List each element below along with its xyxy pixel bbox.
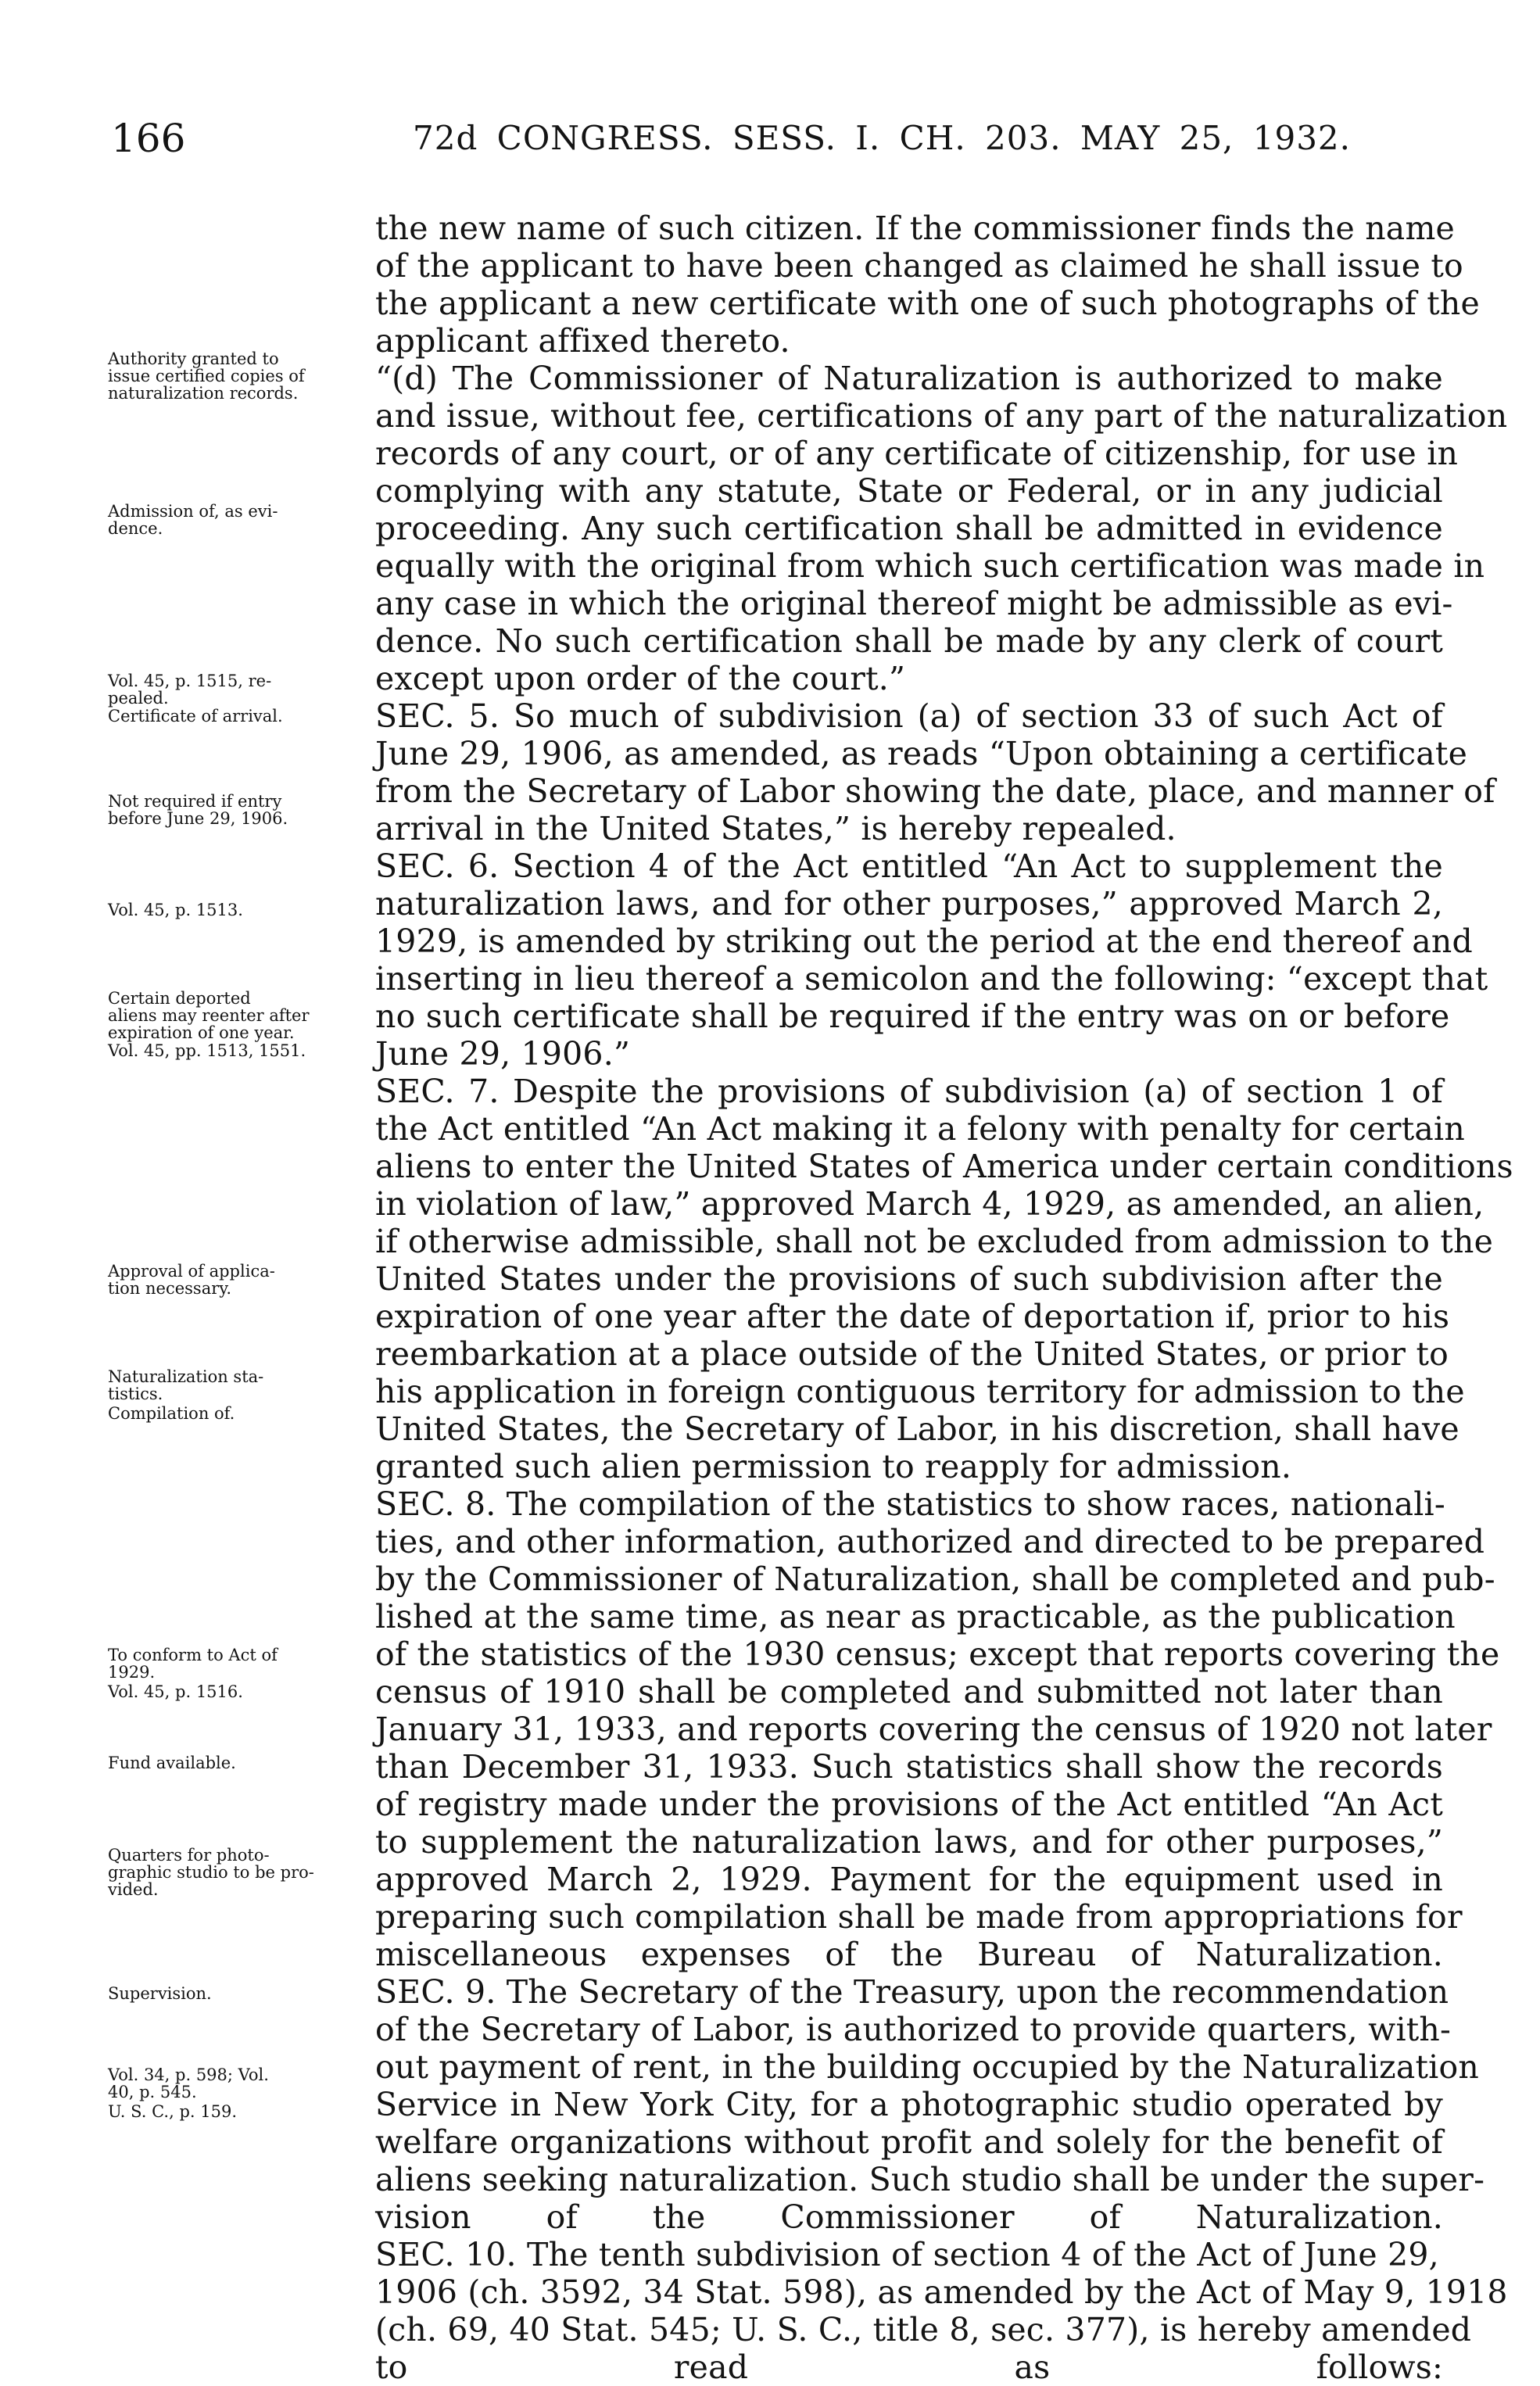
margin-note-line: To conform to Act of bbox=[108, 1646, 278, 1664]
body-text-line: than December 31, 1933. Such statistics shall show the records bbox=[375, 1748, 1443, 1786]
margin-note bbox=[108, 1646, 356, 1681]
margin-note-line: 1929. bbox=[108, 1663, 156, 1682]
body-text-line: January 31, 1933, and reports covering the census of 1920 not later bbox=[375, 1711, 1492, 1748]
body-text-line: of the applicant to have been changed as claimed he shall issue to bbox=[375, 247, 1463, 285]
body-text-line: 1906 (ch. 3592, 34 Stat. 598), as amended by the Act of May 9, 1918 bbox=[375, 2273, 1508, 2311]
margin-note-line: Supervision. bbox=[108, 1984, 212, 2003]
body-text-line: aliens seeking naturalization. Such studio shall be under the super- bbox=[375, 2161, 1485, 2198]
body-text-line: his application in foreign contiguous territory for admission to the bbox=[375, 1373, 1465, 1410]
margin-note-line: Certain deported bbox=[108, 989, 251, 1008]
margin-note-line: vided. bbox=[108, 1880, 159, 1899]
margin-note bbox=[108, 503, 356, 537]
body-text-line: from the Secretary of Labor showing the date, place, and manner of bbox=[375, 772, 1495, 810]
margin-note-line: graphic studio to be pro- bbox=[108, 1863, 314, 1882]
body-text-line: of the statistics of the 1930 census; except that reports covering the bbox=[375, 1635, 1500, 1673]
margin-note bbox=[108, 1847, 356, 1898]
margin-note-line: Vol. 45, pp. 1513, 1551. bbox=[108, 1041, 306, 1060]
margin-note-line: naturalization records. bbox=[108, 384, 299, 403]
body-text-line: by the Commissioner of Naturalization, shall be completed and pub- bbox=[375, 1560, 1495, 1598]
margin-note bbox=[108, 672, 356, 707]
margin-note bbox=[108, 793, 356, 827]
margin-note-line: Quarters for photo- bbox=[108, 1846, 270, 1865]
page-header bbox=[0, 116, 1540, 178]
margin-note bbox=[108, 1683, 356, 1700]
margin-note-line: Vol. 45, p. 1513. bbox=[108, 901, 243, 919]
body-text-line: SEC. 10. The tenth subdivision of section 4 of the Act of June 29, bbox=[375, 2236, 1439, 2273]
margin-note-line: expiration of one year. bbox=[108, 1023, 295, 1042]
body-text-line: naturalization laws, and for other purposes,” approved March 2, bbox=[375, 885, 1443, 923]
body-text-line: if otherwise admissible, shall not be excluded from admission to the bbox=[375, 1223, 1494, 1260]
body-text-line: reembarkation at a place outside of the United States, or prior to bbox=[375, 1335, 1449, 1373]
body-text-line: no such certificate shall be required if the entry was on or before bbox=[375, 998, 1450, 1035]
body-text-line: except upon order of the court.” bbox=[375, 660, 906, 697]
body-text-line: complying with any statute, State or Federal, or in any judicial bbox=[375, 472, 1443, 510]
body-text-line: applicant affixed thereto. bbox=[375, 322, 790, 360]
body-text-line: in violation of law,” approved March 4, 1929, as amended, an alien, bbox=[375, 1185, 1484, 1223]
margin-note-line: aliens may reenter after bbox=[108, 1006, 310, 1025]
body-text-line: records of any court, or of any certificate of citizenship, for use in bbox=[375, 435, 1459, 472]
body-text-line: to supplement the naturalization laws, and for other purposes,” bbox=[375, 1823, 1443, 1861]
body-text-line: out payment of rent, in the building occupied by the Naturalization bbox=[375, 2048, 1479, 2086]
margin-note bbox=[108, 350, 356, 402]
body-text-line: dence. No such certification shall be made by any clerk of court bbox=[375, 622, 1443, 660]
body-text-line: proceeding. Any such certification shall be admitted in evidence bbox=[375, 510, 1443, 547]
margin-note-line: issue certified copies of bbox=[108, 367, 305, 385]
margin-note-line: Not required if entry bbox=[108, 792, 282, 811]
margin-note bbox=[108, 708, 356, 725]
margin-note-line: Vol. 34, p. 598; Vol. bbox=[108, 2065, 269, 2084]
body-text-line: the new name of such citizen. If the commissioner finds the name bbox=[375, 210, 1455, 247]
margin-note-line: U. S. C., p. 159. bbox=[108, 2102, 238, 2121]
body-text-line: ties, and other information, authorized and directed to be prepared bbox=[375, 1523, 1485, 1560]
body-text-line: granted such alien permission to reapply for admission. bbox=[375, 1448, 1292, 1485]
page-number: 166 bbox=[111, 116, 186, 161]
margin-note bbox=[108, 2066, 356, 2101]
body-text-line: of registry made under the provisions of the Act entitled “An Act bbox=[375, 1786, 1443, 1823]
body-text-line: SEC. 8. The compilation of the statistics to show races, nationali- bbox=[375, 1485, 1445, 1523]
margin-note-line: before June 29, 1906. bbox=[108, 809, 288, 828]
margin-note-line: pealed. bbox=[108, 689, 169, 708]
margin-note bbox=[108, 1405, 356, 1422]
body-text-line: 1929, is amended by striking out the period at the end thereof and bbox=[375, 923, 1473, 960]
body-text-line: lished at the same time, as near as practicable, as the publication bbox=[375, 1598, 1456, 1635]
margin-note bbox=[108, 1754, 356, 1772]
margin-note-line: Admission of, as evi- bbox=[108, 502, 278, 521]
margin-note-line: dence. bbox=[108, 519, 163, 538]
body-text-line: SEC. 6. Section 4 of the Act entitled “An Act to supplement the bbox=[375, 847, 1443, 885]
margin-note bbox=[108, 1985, 356, 2002]
body-text-line: SEC. 7. Despite the provisions of subdivision (a) of section 1 of bbox=[375, 1073, 1443, 1110]
margin-note-line: Compilation of. bbox=[108, 1404, 235, 1423]
body-text-line: census of 1910 shall be completed and submitted not later than bbox=[375, 1673, 1443, 1711]
body-text-line: equally with the original from which such certification was made in bbox=[375, 547, 1485, 585]
body-text-line: SEC. 5. So much of subdivision (a) of section 33 of such Act of bbox=[375, 697, 1443, 735]
margin-note-line: Approval of applica- bbox=[108, 1262, 275, 1281]
body-text-line: June 29, 1906.” bbox=[375, 1035, 631, 1073]
margin-note-line: Authority granted to bbox=[108, 349, 279, 368]
margin-note bbox=[108, 990, 356, 1041]
body-text-line: June 29, 1906, as amended, as reads “Upon obtaining a certificate bbox=[375, 735, 1468, 772]
margin-note-line: Fund available. bbox=[108, 1754, 236, 1772]
margin-note-line: Vol. 45, p. 1515, re- bbox=[108, 672, 272, 690]
body-text-line: the applicant a new certificate with one of such photographs of the bbox=[375, 285, 1481, 322]
margin-note-line: Certificate of arrival. bbox=[108, 707, 283, 725]
margin-note-line: 40, p. 545. bbox=[108, 2083, 197, 2101]
body-text-line: United States under the provisions of such subdivision after the bbox=[375, 1260, 1443, 1298]
body-text-line: to read as follows: bbox=[375, 2348, 1443, 2386]
margin-note-line: Vol. 45, p. 1516. bbox=[108, 1682, 243, 1701]
body-text-line: vision of the Commissioner of Naturalization. bbox=[375, 2198, 1443, 2236]
body-text-line: SEC. 9. The Secretary of the Treasury, upon the recommendation bbox=[375, 1973, 1449, 2011]
body-text-line: aliens to enter the United States of America under certain conditions bbox=[375, 1148, 1513, 1185]
body-text-line: arrival in the United States,” is hereby repealed. bbox=[375, 810, 1176, 847]
body-text-line: the Act entitled “An Act making it a felony with penalty for certain bbox=[375, 1110, 1465, 1148]
margin-note bbox=[108, 1263, 356, 1297]
margin-note-line: tistics. bbox=[108, 1385, 163, 1403]
body-text-line: preparing such compilation shall be made from appropriations for bbox=[375, 1898, 1463, 1936]
body-text-line: of the Secretary of Labor, is authorized to provide quarters, with- bbox=[375, 2011, 1452, 2048]
body-text-line: welfare organizations without profit and solely for the benefit of bbox=[375, 2123, 1443, 2161]
body-text-line: approved March 2, 1929. Payment for the equipment used in bbox=[375, 1861, 1443, 1898]
body-text-line: (ch. 69, 40 Stat. 545; U. S. C., title 8, sec. 377), is hereby amended bbox=[375, 2311, 1472, 2348]
body-text-line: any case in which the original thereof might be admissible as evi- bbox=[375, 585, 1453, 622]
margin-note bbox=[108, 1368, 356, 1403]
margin-note bbox=[108, 2103, 356, 2120]
statute-body-text bbox=[375, 210, 1513, 2386]
body-text-line: United States, the Secretary of Labor, in his discretion, shall have bbox=[375, 1410, 1459, 1448]
body-text-line: expiration of one year after the date of deportation if, prior to his bbox=[375, 1298, 1450, 1335]
running-head: 72d CONGRESS. SESS. I. CH. 203. MAY 25, 1932. bbox=[413, 119, 1351, 157]
body-text-line: and issue, without fee, certifications of any part of the naturalization bbox=[375, 397, 1508, 435]
margin-note bbox=[108, 901, 356, 919]
margin-note-line: Naturalization sta- bbox=[108, 1367, 264, 1386]
body-text-line: miscellaneous expenses of the Bureau of Naturalization. bbox=[375, 1936, 1443, 1973]
body-text-line: Service in New York City, for a photographic studio operated by bbox=[375, 2086, 1443, 2123]
body-text-line: “(d) The Commissioner of Naturalization is authorized to make bbox=[375, 360, 1443, 397]
margin-note bbox=[108, 1042, 356, 1059]
body-text-line: inserting in lieu thereof a semicolon and the following: “except that bbox=[375, 960, 1488, 998]
margin-note-line: tion necessary. bbox=[108, 1279, 232, 1298]
